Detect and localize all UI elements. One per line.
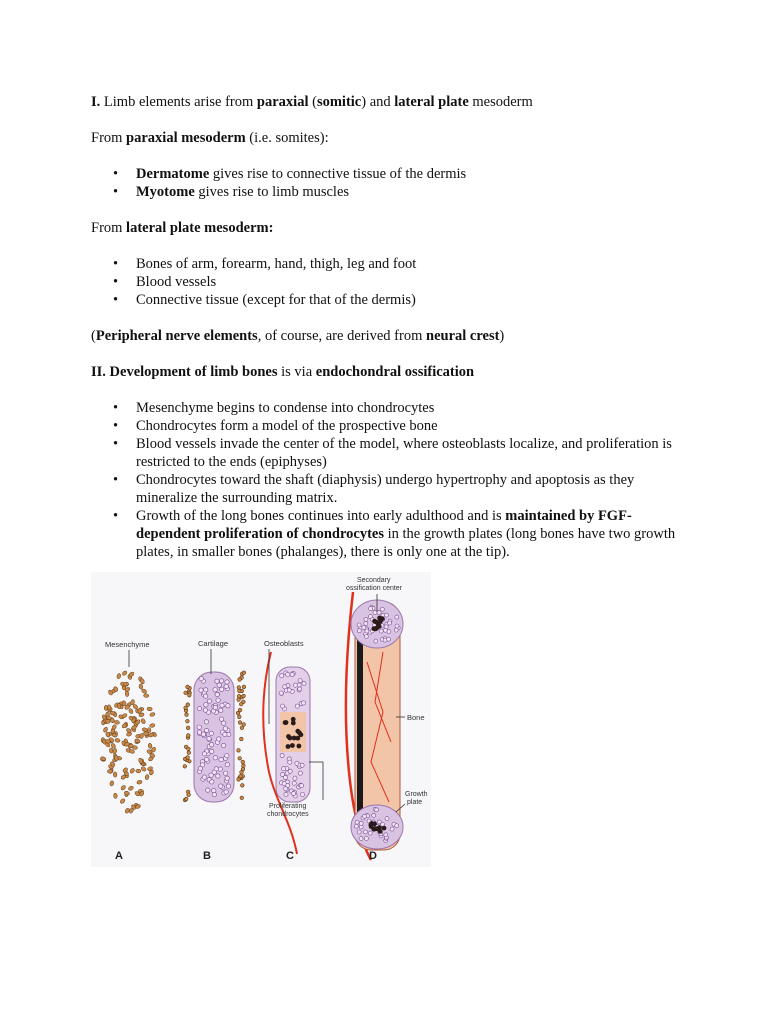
mesenchyme-cell [107, 705, 111, 710]
cell-mark [238, 721, 242, 725]
mesenchyme-cell [147, 728, 151, 733]
lateral-list [91, 255, 691, 309]
cell-mark [368, 615, 372, 619]
cell-mark [364, 617, 368, 621]
mesenchyme-cell [125, 691, 129, 696]
cell-mark [187, 793, 191, 797]
cell-mark [395, 624, 399, 628]
cell-mark [282, 782, 286, 786]
cell-mark [390, 827, 394, 831]
cell-mark [368, 831, 372, 835]
figure-svg [91, 572, 431, 867]
cell-mark [203, 708, 207, 712]
cell-mark [374, 639, 378, 643]
cell-mark [209, 731, 213, 735]
cell-mark [302, 681, 306, 685]
mesenchyme-cell [105, 739, 110, 743]
cell-mark [205, 757, 209, 761]
cell-mark [297, 744, 302, 749]
cell-mark [290, 672, 294, 676]
list-item: • Dermatome gives rise to connective tissue of the dermis [91, 165, 691, 183]
cell-mark [183, 765, 187, 769]
cell-mark [188, 694, 192, 698]
cell-mark [213, 688, 217, 692]
cell-mark [241, 760, 245, 764]
panel-letter-d: D [369, 850, 377, 862]
cell-mark [207, 736, 211, 740]
list-item: • Blood vessels invade the center of the model, where osteoblasts localize, and proliferation is restricted to the ends (epiphyses) [91, 435, 691, 471]
cell-mark [201, 732, 205, 736]
cell-mark [242, 764, 246, 768]
cell-mark [215, 692, 219, 696]
paraxial-intro: From paraxial mesoderm (i.e. somites): [91, 130, 329, 146]
cell-mark [377, 611, 381, 615]
cell-mark [295, 729, 300, 734]
cell-mark [238, 757, 242, 761]
cell-mark [357, 830, 361, 834]
cell-mark [184, 691, 188, 695]
cell-mark [186, 756, 190, 760]
cell-mark [365, 629, 369, 633]
cell-mark [282, 767, 286, 771]
cell-mark [238, 708, 242, 712]
cell-mark [217, 737, 221, 741]
cell-mark [212, 792, 216, 796]
cell-mark [220, 687, 224, 691]
list-item: • Myotome gives rise to limb muscles [91, 183, 691, 201]
cell-mark [355, 820, 359, 824]
cell-mark [225, 680, 229, 684]
cell-mark [237, 694, 241, 698]
cell-mark [186, 719, 190, 723]
cell-mark [226, 784, 230, 788]
mesenchyme-cell [143, 693, 149, 697]
cortical-bone [357, 612, 363, 842]
cell-mark [279, 691, 283, 695]
cell-mark [382, 826, 387, 831]
cell-mark [364, 830, 368, 834]
mesenchyme-label: Mesenchyme [105, 640, 150, 649]
cell-mark [359, 821, 363, 825]
cell-mark [394, 628, 398, 632]
cell-mark [298, 679, 302, 683]
cell-mark [375, 808, 379, 812]
cell-mark [219, 717, 223, 721]
cell-mark [226, 704, 230, 708]
cell-mark [242, 723, 246, 727]
cell-mark [238, 689, 242, 693]
cell-mark [280, 753, 284, 757]
cell-mark [295, 761, 299, 765]
cell-mark [207, 699, 211, 703]
cell-mark [387, 637, 391, 641]
panel-letter-a: A [115, 850, 123, 862]
cell-mark [237, 749, 241, 753]
cell-mark [288, 736, 293, 741]
cell-mark [286, 744, 291, 749]
cell-mark [242, 671, 246, 675]
cell-mark [202, 752, 206, 756]
cell-mark [292, 781, 296, 785]
cell-mark [292, 791, 296, 795]
list-item: • Mesenchyme begins to condense into chondrocytes [91, 399, 691, 417]
panel-letter-b: B [203, 850, 211, 862]
cell-mark [377, 624, 382, 629]
cell-mark [184, 706, 188, 710]
cell-mark [240, 726, 244, 730]
cell-mark [197, 706, 201, 710]
cell-mark [219, 757, 223, 761]
cell-mark [242, 685, 246, 689]
cell-mark [238, 678, 242, 682]
cell-mark [288, 769, 292, 773]
cell-mark [224, 684, 228, 688]
cell-mark [300, 793, 304, 797]
cell-mark [184, 797, 188, 801]
cell-mark [225, 754, 229, 758]
growth-plate-label-2: plate [407, 799, 423, 806]
cell-mark [298, 771, 302, 775]
mesenchyme-cell [147, 707, 152, 711]
cell-mark [240, 796, 244, 800]
cell-mark [214, 767, 218, 771]
cell-mark [385, 817, 389, 821]
cell-mark [301, 701, 305, 705]
cell-mark [283, 775, 287, 779]
cell-mark [199, 676, 203, 680]
growth-plate-label-1: Growth [405, 791, 428, 798]
cell-mark [241, 784, 245, 788]
cell-mark [357, 623, 361, 627]
cell-mark [223, 732, 227, 736]
cell-mark [187, 747, 191, 751]
cell-mark [291, 717, 296, 722]
cell-mark [362, 626, 366, 630]
mesenchyme-cell [109, 748, 113, 753]
cell-mark [388, 621, 392, 625]
bone-label: Bone [407, 713, 425, 722]
cell-mark [364, 635, 368, 639]
cell-mark [292, 736, 297, 741]
cell-mark [219, 784, 223, 788]
development-list [91, 399, 691, 561]
cell-mark [384, 833, 388, 837]
cell-mark [283, 685, 287, 689]
cell-mark [204, 703, 208, 707]
cell-mark [225, 762, 229, 766]
mesenchyme-cell [113, 793, 117, 798]
cell-mark [187, 734, 191, 738]
cell-mark [284, 787, 288, 791]
list-item: • Chondrocytes form a model of the prospective bone [91, 417, 691, 435]
cell-mark [242, 694, 246, 698]
cell-mark [364, 837, 368, 841]
lateral-intro: From lateral plate mesoderm: [91, 220, 274, 236]
cell-mark [287, 688, 291, 692]
cell-mark [209, 773, 213, 777]
cell-mark [222, 721, 226, 725]
cell-mark [216, 774, 220, 778]
cell-mark [359, 837, 363, 841]
cell-mark [372, 619, 377, 624]
cell-mark [379, 629, 383, 633]
cell-mark [200, 763, 204, 767]
section-2-heading: II. Development of limb bones is via endochondral ossification [91, 364, 475, 380]
proliferating-label-1: Proliferating [269, 803, 307, 810]
secondary-label-1: Secondary [357, 577, 391, 584]
cell-mark [185, 713, 189, 717]
cell-mark [186, 685, 190, 689]
cell-mark [199, 688, 203, 692]
paraxial-list [91, 165, 691, 201]
cell-mark [186, 703, 190, 707]
cell-mark [372, 813, 376, 817]
ossification-figure [91, 572, 431, 867]
cell-mark [288, 760, 292, 764]
cell-mark [197, 730, 201, 734]
cell-mark [373, 611, 377, 615]
list-item: • Growth of the long bones continues into early adulthood and is maintained by FGF-dependent proliferation of chondrocytes in the growth plates (long bones have two growth plates, in smaller bones (phalanges), there is only one at the tip). [91, 507, 691, 561]
cell-mark [241, 767, 245, 771]
cell-mark [395, 824, 399, 828]
cell-mark [284, 720, 289, 725]
cell-mark [363, 814, 367, 818]
cell-mark [380, 616, 385, 621]
cell-mark [225, 776, 229, 780]
cell-mark [204, 688, 208, 692]
mesenchyme-cell [113, 772, 117, 777]
cell-mark [206, 788, 210, 792]
cell-mark [295, 704, 299, 708]
list-item: • Connective tissue (except for that of the dermis) [91, 291, 691, 309]
cell-mark [293, 776, 297, 780]
cell-mark [219, 679, 223, 683]
cell-mark [395, 615, 399, 619]
cell-mark [377, 820, 381, 824]
cell-mark [219, 708, 223, 712]
section-1-heading: I. Limb elements arise from paraxial (somitic) and lateral plate mesoderm [91, 94, 533, 110]
cartilage-label: Cartilage [198, 639, 229, 648]
cell-mark [221, 743, 225, 747]
list-item: • Bones of arm, forearm, hand, thigh, leg and foot [91, 255, 691, 273]
cell-mark [197, 725, 201, 729]
cell-mark [239, 702, 243, 706]
list-item: • Chondrocytes toward the shaft (diaphysis) undergo hypertrophy and apoptosis as they mineralize the surrounding matrix. [91, 471, 691, 507]
cell-mark [299, 784, 303, 788]
cell-mark [298, 687, 302, 691]
mesenchyme-cell [110, 711, 115, 715]
cell-mark [369, 607, 373, 611]
cell-mark [204, 720, 208, 724]
cell-mark [210, 749, 214, 753]
cell-mark [238, 715, 242, 719]
cell-mark [357, 629, 361, 633]
cell-mark [371, 827, 376, 832]
cell-mark [237, 698, 241, 702]
cell-mark [213, 756, 217, 760]
cell-mark [210, 780, 214, 784]
cell-mark [286, 672, 290, 676]
mesenchyme-cell [107, 769, 113, 773]
cell-mark [284, 792, 288, 796]
cell-mark [216, 698, 220, 702]
cell-mark [364, 621, 368, 625]
proliferating-label-2: chondrocytes [267, 811, 309, 818]
mesenchyme-cell [136, 769, 141, 773]
cell-mark [281, 704, 285, 708]
cell-mark [384, 625, 388, 629]
cell-mark [240, 737, 244, 741]
cell-mark [293, 683, 297, 687]
cell-mark [213, 705, 217, 709]
cell-mark [239, 774, 243, 778]
cell-mark [187, 751, 191, 755]
cell-mark [290, 743, 295, 748]
nerve-note: (Peripheral nerve elements, of course, are derived from neural crest) [91, 328, 505, 344]
cell-mark [215, 679, 219, 683]
cell-mark [224, 790, 228, 794]
cell-mark [224, 771, 228, 775]
cell-mark [202, 775, 206, 779]
list-item: • Blood vessels [91, 273, 691, 291]
secondary-label-2: ossification center [346, 585, 403, 592]
cell-mark [380, 607, 384, 611]
cell-mark [385, 613, 389, 617]
cell-mark [204, 694, 208, 698]
cell-mark [354, 824, 358, 828]
cell-mark [280, 674, 284, 678]
cell-mark [186, 726, 190, 730]
document-body [91, 93, 691, 561]
mesenchyme-cell [117, 703, 121, 708]
osteoblasts-label: Osteoblasts [264, 639, 304, 648]
cell-mark [212, 788, 216, 792]
cell-mark [220, 703, 224, 707]
cell-mark [237, 686, 241, 690]
panel-letter-c: C [286, 850, 294, 862]
cell-mark [209, 743, 213, 747]
